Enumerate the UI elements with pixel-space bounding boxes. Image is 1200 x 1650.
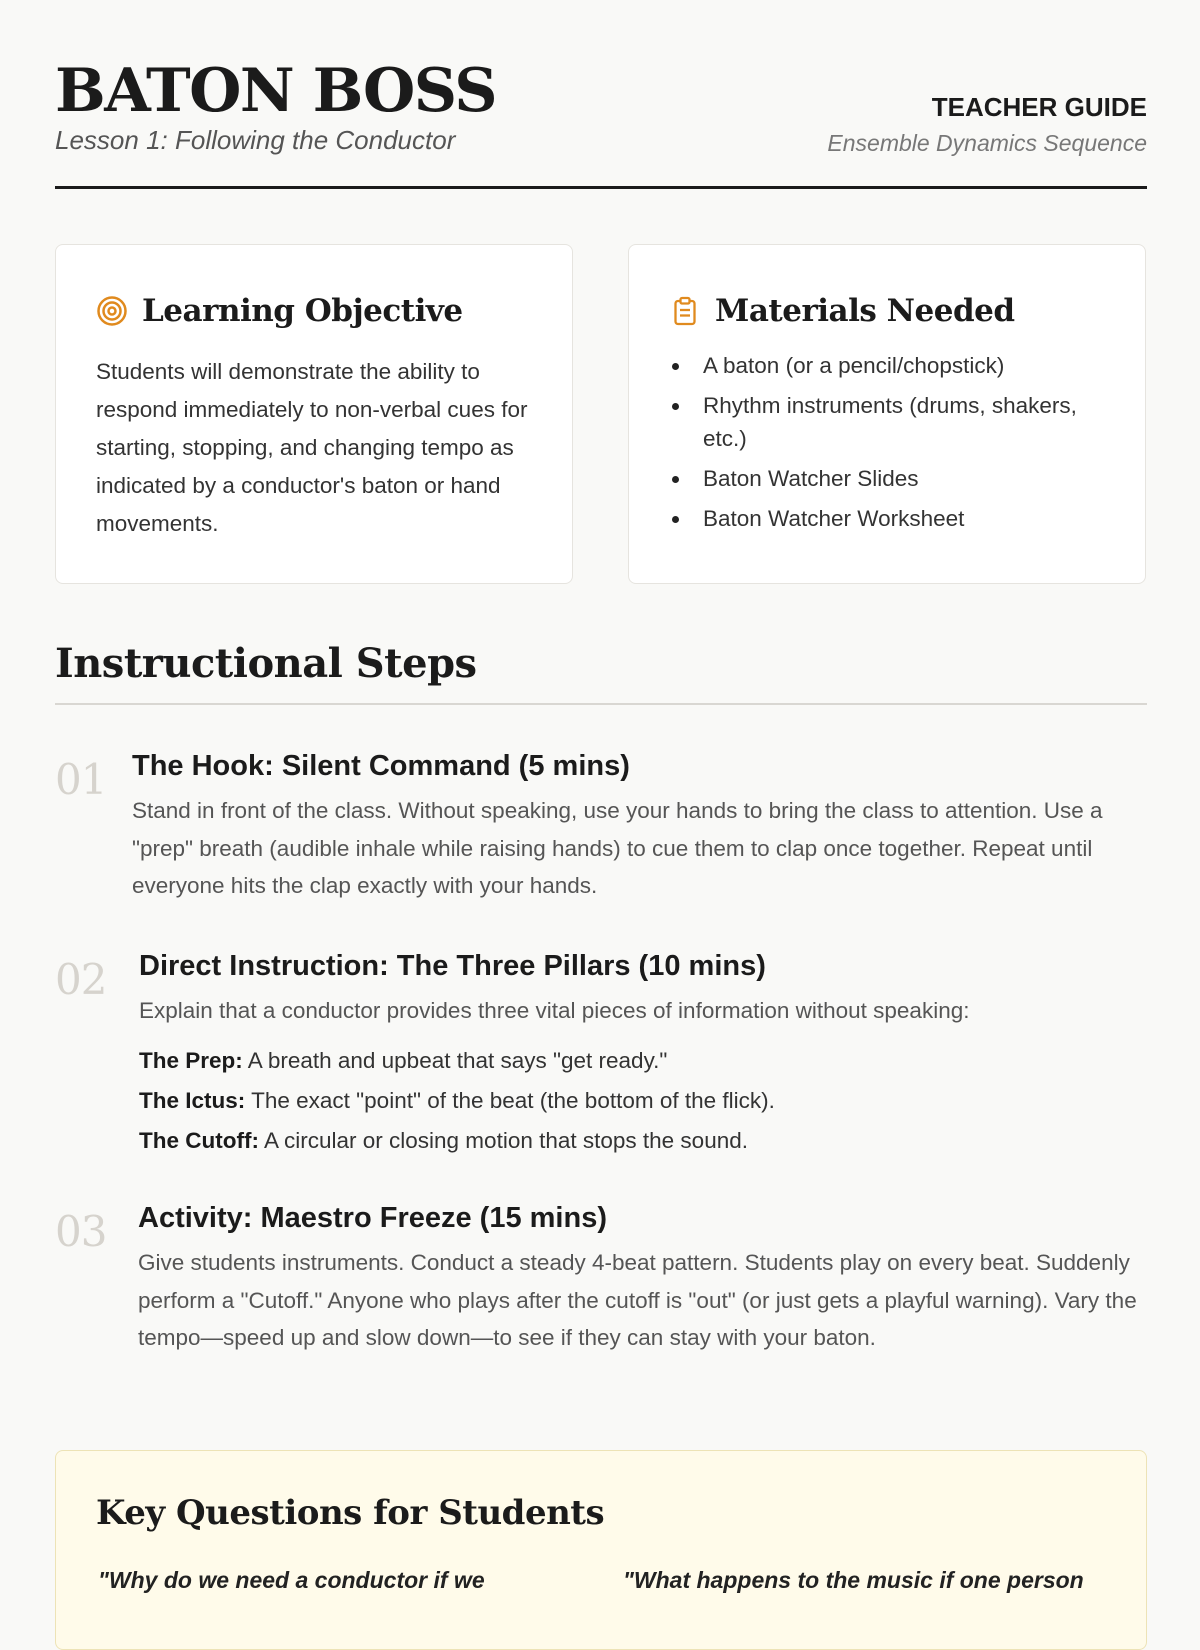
target-icon — [96, 295, 128, 327]
materials-heading — [669, 290, 1015, 332]
objective-text: Students will demonstrate the ability to respond immediately to non-verbal cues for starting, stopping, and changing tempo as indicated by a conductor's baton or hand movements. — [96, 359, 528, 536]
pillar-desc: A circular or closing motion that stops the sound. — [263, 1128, 748, 1153]
key-questions-box — [55, 1450, 1147, 1650]
key-questions-title: Key Questions for Students — [96, 1493, 605, 1533]
pillar-item — [139, 1046, 667, 1076]
pillar-term: The Prep: — [139, 1048, 243, 1073]
step-number: 02 — [55, 955, 107, 1004]
objective-heading — [96, 290, 463, 332]
guide-label: TEACHER GUIDE — [931, 92, 1147, 122]
materials-card — [628, 244, 1146, 584]
step-text: Stand in front of the class. Without speaking, use your hands to bring the class to attention. Use a "prep" breath (audible inhale while raising hands) to cue them to clap once together. Repeat until everyone hits the clap exactly with your hands. — [132, 798, 1103, 898]
pillar-item — [139, 1086, 775, 1116]
step-text: Explain that a conductor provides three vital pieces of information without speaking: — [139, 998, 970, 1023]
list-item: A baton (or a pencil/chopstick) — [669, 349, 1119, 382]
materials-list — [669, 349, 1119, 542]
pillar-term: The Ictus: — [139, 1088, 246, 1113]
pillar-item — [139, 1126, 748, 1156]
list-item: Baton Watcher Slides — [669, 462, 1119, 495]
section-title: Instructional Steps — [55, 640, 477, 687]
pillar-desc: The exact "point" of the beat (the bottom of the flick). — [251, 1088, 775, 1113]
step-title: Activity: Maestro Freeze (15 mins) — [138, 1202, 607, 1234]
page-header — [55, 58, 1147, 190]
list-item: Baton Watcher Worksheet — [669, 502, 1119, 535]
clipboard-icon — [669, 295, 701, 327]
question-item: "Why do we need a conductor if we — [98, 1567, 485, 1593]
brand-title: BATON BOSS — [55, 56, 497, 126]
guide-subtitle: Ensemble Dynamics Sequence — [827, 130, 1147, 156]
step-title: The Hook: Silent Command (5 mins) — [132, 750, 630, 782]
step-title: Direct Instruction: The Three Pillars (10 mins) — [139, 950, 766, 982]
objective-title: Learning Objective — [142, 293, 463, 329]
section-divider — [55, 703, 1147, 705]
step-text: Give students instruments. Conduct a steady 4-beat pattern. Students play on every beat. Suddenly perform a "Cutoff." Anyone who plays after the cutoff is "out" (or just gets a playful warning). Vary the tempo—speed up and slow down—to see if they can stay with your baton. — [138, 1250, 1137, 1350]
materials-title: Materials Needed — [715, 293, 1015, 329]
list-item: Rhythm instruments (drums, shakers, etc.) — [669, 389, 1119, 455]
lesson-subtitle: Lesson 1: Following the Conductor — [55, 125, 456, 155]
pillar-term: The Cutoff: — [139, 1128, 259, 1153]
step-number: 01 — [55, 755, 107, 804]
step-number: 03 — [55, 1207, 107, 1256]
pillar-desc: A breath and upbeat that says "get ready." — [247, 1048, 668, 1073]
objective-card — [55, 244, 573, 584]
header-divider — [55, 186, 1147, 189]
question-item: "What happens to the music if one person — [623, 1567, 1084, 1593]
